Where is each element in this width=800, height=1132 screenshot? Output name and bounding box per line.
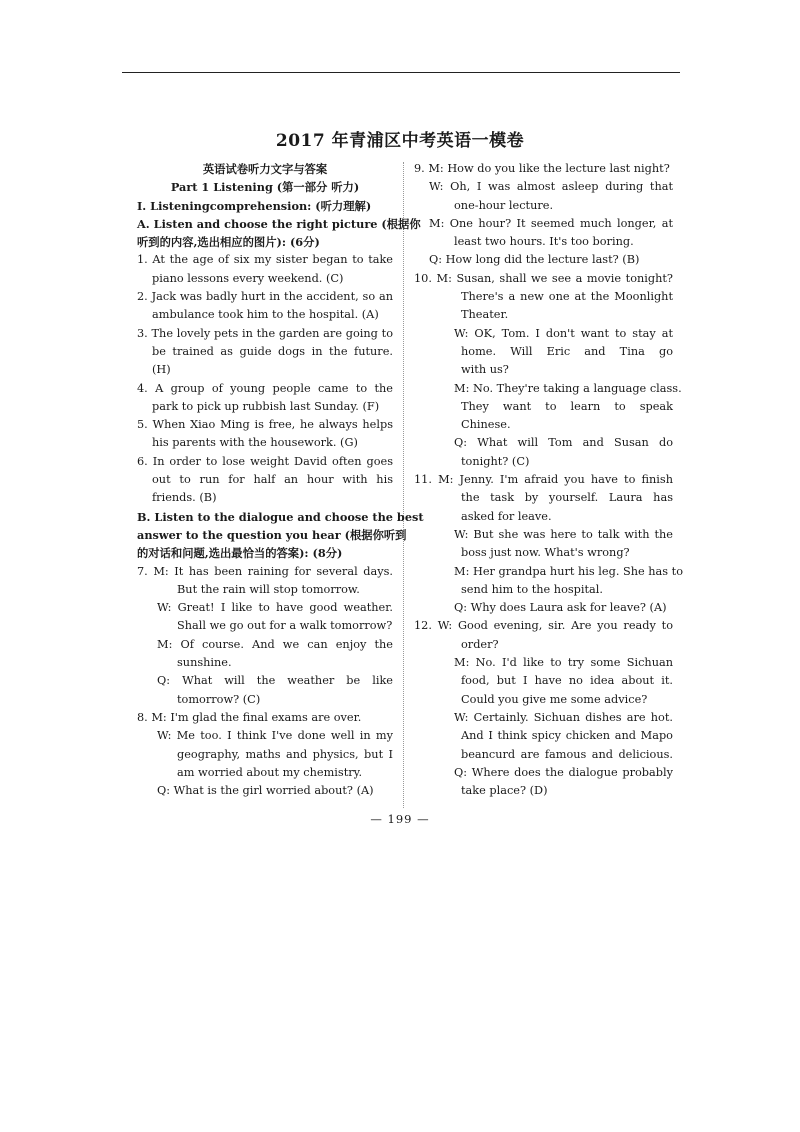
question-line: piano lessons every weekend. (C) bbox=[152, 271, 344, 285]
section-b-line: answer to the question you hear (根据你听到 bbox=[137, 527, 407, 542]
dialogue-line: W: Certainly. Sichuan dishes are hot. bbox=[454, 710, 673, 724]
dialogue-line: Theater. bbox=[461, 308, 509, 322]
dialogue-line: M: No. They're taking a language class. bbox=[454, 381, 682, 395]
document-title: 2017 年青浦区中考英语一模卷 bbox=[275, 131, 525, 151]
question-item bbox=[137, 251, 393, 288]
question-line: 6. In order to lose weight David often goes bbox=[137, 454, 393, 468]
dialogue-line: with us? bbox=[461, 363, 509, 377]
dialogue-line: M: One hour? It seemed much longer, at bbox=[429, 216, 673, 230]
dialogue-line: 9. M: How do you like the lecture last night? bbox=[414, 162, 670, 175]
dialogue-line: Shall we go out for a walk tomorrow? bbox=[177, 619, 393, 633]
section-heading: 英语试卷听力文字与答案 bbox=[202, 162, 328, 176]
dialogue-line: M: Her grandpa hurt his leg. She has to bbox=[454, 564, 684, 578]
dialogue-line: least two hours. It's too boring. bbox=[454, 235, 634, 249]
dialogue-line: Q: What will the weather be like bbox=[157, 674, 393, 688]
top-rule bbox=[122, 72, 680, 73]
dialogue-line: home. Will Eric and Tina go bbox=[461, 344, 673, 358]
dialogue-line: Q: Where does the dialogue probably bbox=[454, 765, 673, 779]
dialogue-line: tonight? (C) bbox=[461, 454, 530, 468]
dialogue-line: am worried about my chemistry. bbox=[177, 765, 363, 779]
dialogue-line: geography, maths and physics, but I bbox=[177, 747, 393, 761]
dialogue-8 bbox=[137, 709, 393, 800]
dialogue-line: food, but I have no idea about it. bbox=[461, 674, 673, 688]
column-divider bbox=[403, 162, 404, 808]
dialogue-line: take place? (D) bbox=[461, 784, 548, 798]
dialogue-line: 10. M: Susan, shall we see a movie tonight? bbox=[414, 271, 673, 285]
question-line: 1. At the age of six my sister began to take bbox=[137, 253, 393, 267]
section-a-line: 听到的内容,选出相应的图片): (6分) bbox=[137, 235, 320, 250]
section-i-heading: I. Listeningcomprehension: (听力理解) bbox=[137, 198, 372, 213]
dialogue-line: W: Oh, I was almost asleep during that bbox=[429, 180, 673, 194]
dialogue-line: order? bbox=[461, 637, 499, 651]
dialogue-line: beancurd are famous and delicious. bbox=[461, 747, 673, 761]
dialogue-line: Could you give me some advice? bbox=[461, 692, 648, 706]
question-line: (H) bbox=[152, 363, 171, 377]
dialogue-line: And I think spicy chicken and Mapo bbox=[461, 729, 673, 743]
dialogue-line: sunshine. bbox=[177, 656, 232, 670]
question-line: 2. Jack was badly hurt in the accident, so an bbox=[137, 290, 393, 304]
dialogue-line: asked for leave. bbox=[461, 509, 552, 523]
dialogue-line: boss just now. What's wrong? bbox=[461, 546, 630, 560]
dialogue-line: 11. M: Jenny. I'm afraid you have to finish bbox=[414, 473, 673, 487]
dialogue-11 bbox=[414, 471, 684, 617]
dialogue-line: W: Great! I like to have good weather. bbox=[157, 601, 393, 615]
dialogue-7 bbox=[137, 563, 393, 709]
question-line: park to pick up rubbish last Sunday. (F) bbox=[152, 399, 380, 413]
dialogue-line: But the rain will stop tomorrow. bbox=[177, 582, 360, 596]
dialogue-line: the task by yourself. Laura has bbox=[461, 491, 673, 505]
dialogue-line: 8. M: I'm glad the final exams are over. bbox=[137, 710, 362, 724]
page-number: — 199 — bbox=[370, 812, 430, 826]
dialogue-line: one-hour lecture. bbox=[454, 198, 554, 212]
question-item bbox=[137, 325, 393, 380]
part-heading: Part 1 Listening (第一部分 听力) bbox=[170, 180, 360, 195]
dialogue-line: W: But she was here to talk with the bbox=[454, 527, 673, 541]
dialogue-line: They want to learn to speak bbox=[461, 399, 673, 413]
section-b-line: 的对话和问题,选出最恰当的答案): (8分) bbox=[137, 546, 343, 561]
dialogue-line: There's a new one at the Moonlight bbox=[461, 290, 673, 304]
question-item bbox=[137, 380, 393, 417]
question-line: 4. A group of young people came to the bbox=[137, 381, 393, 395]
question-item bbox=[137, 453, 393, 508]
question-line: 5. When Xiao Ming is free, he always helps bbox=[137, 418, 393, 432]
dialogue-line: 7. M: It has been raining for several days. bbox=[137, 564, 393, 578]
dialogue-line: M: Of course. And we can enjoy the bbox=[157, 637, 393, 651]
dialogue-line: tomorrow? (C) bbox=[177, 692, 261, 706]
dialogue-line: 12. W: Good evening, sir. Are you ready to bbox=[414, 619, 673, 633]
dialogue-line: W: Me too. I think I've done well in my bbox=[157, 729, 393, 743]
dialogue-12 bbox=[414, 617, 673, 800]
dialogue-10 bbox=[414, 270, 682, 471]
question-line: his parents with the housework. (G) bbox=[152, 436, 358, 450]
dialogue-line: send him to the hospital. bbox=[461, 582, 603, 596]
question-line: ambulance took him to the hospital. (A) bbox=[152, 308, 379, 322]
question-item bbox=[137, 416, 393, 453]
question-line: out to run for half an hour with his bbox=[152, 473, 393, 487]
section-a-line: A. Listen and choose the right picture (根据你 bbox=[137, 216, 421, 231]
dialogue-line: Q: How long did the lecture last? (B) bbox=[429, 253, 640, 267]
question-line: friends. (B) bbox=[152, 491, 217, 505]
question-line: 3. The lovely pets in the garden are going to bbox=[137, 326, 393, 340]
right-column bbox=[414, 160, 684, 800]
dialogue-line: Q: What will Tom and Susan do bbox=[454, 436, 673, 450]
left-column bbox=[137, 160, 424, 800]
dialogue-line: W: OK, Tom. I don't want to stay at bbox=[454, 326, 673, 340]
section-b-line: B. Listen to the dialogue and choose the best bbox=[137, 509, 424, 524]
dialogue-line: M: No. I'd like to try some Sichuan bbox=[454, 656, 673, 670]
question-item bbox=[137, 288, 393, 325]
dialogue-line: Chinese. bbox=[461, 418, 511, 432]
question-line: be trained as guide dogs in the future. bbox=[152, 344, 393, 358]
dialogue-line: Q: Why does Laura ask for leave? (A) bbox=[454, 601, 667, 615]
dialogue-line: Q: What is the girl worried about? (A) bbox=[157, 784, 374, 798]
dialogue-9 bbox=[414, 160, 673, 270]
